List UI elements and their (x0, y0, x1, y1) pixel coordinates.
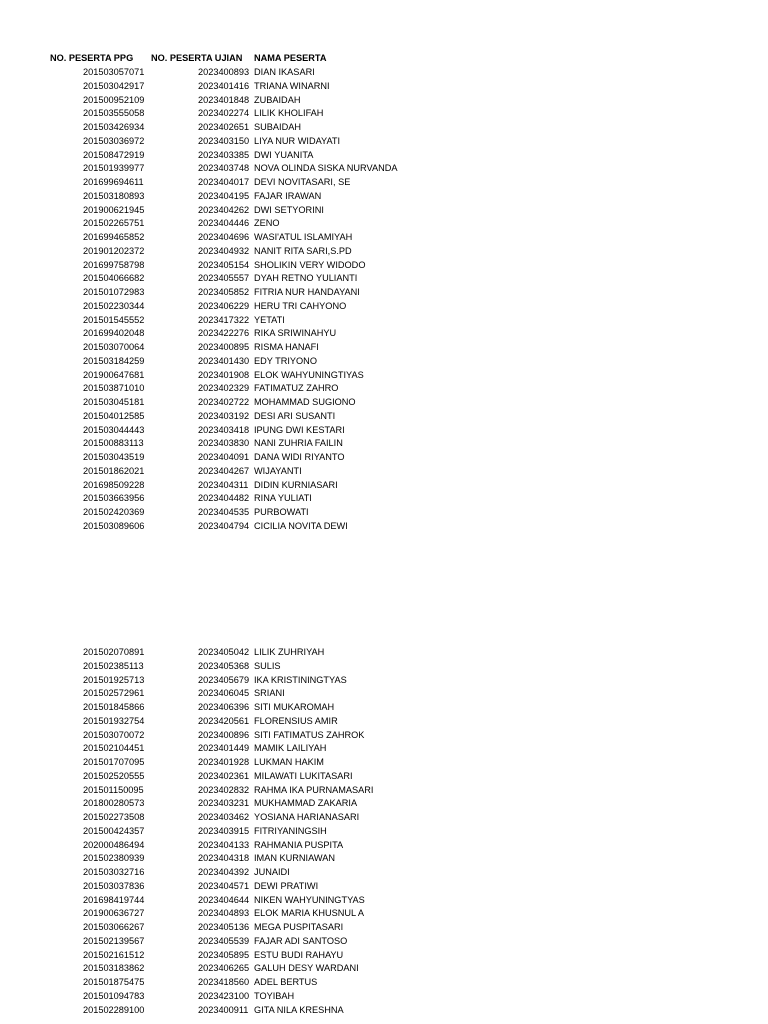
no-peserta-ujian-cell: 2023404893 (198, 908, 250, 919)
no-peserta-ppg-cell: 201503036972 (83, 135, 145, 146)
nama-peserta-cell: SRIANI (254, 688, 285, 699)
table-row (0, 396, 768, 410)
no-peserta-ppg-cell: 201503555058 (83, 108, 145, 119)
no-peserta-ujian-cell: 2023402361 (198, 770, 250, 781)
table-row (0, 921, 768, 935)
table-row (0, 811, 768, 825)
table-row (0, 492, 768, 506)
nama-peserta-cell: SITI MUKAROMAH (254, 702, 335, 712)
nama-peserta-cell: ELOK WAHYUNINGTIYAS (254, 369, 364, 380)
table-row (0, 976, 768, 990)
nama-peserta-cell: SULIS (254, 660, 281, 671)
no-peserta-ujian-cell: 2023405136 (198, 922, 250, 932)
nama-peserta-cell: FITRIYANINGSIH (254, 825, 327, 836)
no-peserta-ujian-cell: 2023418560 (198, 977, 250, 987)
no-peserta-ppg-cell: 201503042917 (83, 80, 145, 91)
nama-peserta-cell: DESI ARI SUSANTI (254, 410, 336, 421)
no-peserta-ujian-cell: 2023404794 (198, 520, 250, 531)
no-peserta-ujian-cell: 2023404267 (198, 465, 250, 476)
no-peserta-ppg-cell: 201500424357 (83, 825, 145, 836)
no-peserta-ujian-cell: 2023401848 (198, 94, 250, 105)
nama-peserta-cell: FLORENSIUS AMIR (254, 715, 338, 726)
no-peserta-ppg-cell: 201502104451 (83, 743, 145, 754)
no-peserta-ppg-cell: 201503032716 (83, 867, 145, 877)
no-peserta-ppg-cell: 201698509228 (83, 479, 145, 490)
nama-peserta-cell: ESTU BUDI RAHAYU (254, 949, 344, 960)
no-peserta-ujian-cell: 2023406396 (198, 702, 250, 712)
no-peserta-ppg-cell: 201503070072 (83, 729, 145, 740)
nama-peserta-cell: NOVA OLINDA SISKA NURVANDA (254, 163, 398, 174)
no-peserta-ppg-cell: 201503184259 (83, 355, 145, 366)
no-peserta-ujian-cell: 2023403462 (198, 812, 250, 822)
table-row (0, 314, 768, 328)
table-row (0, 797, 768, 811)
no-peserta-ujian-cell: 2023401908 (198, 369, 250, 380)
nama-peserta-cell: LUKMAN HAKIM (254, 757, 324, 767)
no-peserta-ppg-cell: 201501707095 (83, 757, 145, 767)
nama-peserta-cell: LILIK ZUHRIYAH (254, 647, 325, 657)
nama-peserta-cell: DWI SETYORINI (254, 204, 324, 215)
nama-peserta-cell: FAJAR ADI SANTOSO (254, 935, 348, 946)
table-row (0, 1004, 768, 1018)
no-peserta-ujian-cell: 2023405895 (198, 949, 250, 960)
no-peserta-ppg-cell: 201504012585 (83, 410, 145, 421)
no-peserta-ppg-cell: 201900636727 (83, 908, 145, 919)
nama-peserta-cell: RISMA HANAFI (254, 342, 319, 352)
nama-peserta-cell: MAMIK LAILIYAH (254, 743, 327, 754)
no-peserta-ppg-cell: 201503044443 (83, 424, 145, 435)
no-peserta-ujian-cell: 2023423100 (198, 990, 250, 1001)
nama-peserta-cell: DYAH RETNO YULIANTI (254, 273, 358, 284)
table-row (0, 949, 768, 963)
no-peserta-ujian-cell: 2023405539 (198, 935, 250, 946)
no-peserta-ppg-cell: 201699465852 (83, 232, 145, 242)
no-peserta-ujian-cell: 2023403418 (198, 424, 250, 435)
table-row (0, 990, 768, 1004)
no-peserta-ujian-cell: 2023404311 (198, 479, 249, 490)
table-row (0, 327, 768, 341)
no-peserta-ppg-cell: 201698419744 (83, 894, 145, 905)
no-peserta-ujian-cell: 2023403830 (198, 438, 250, 449)
table-row (0, 424, 768, 438)
table-row (0, 770, 768, 784)
table-row (0, 162, 768, 176)
no-peserta-ppg-cell: 201503089606 (83, 520, 145, 531)
no-peserta-ujian-cell: 2023417322 (198, 314, 250, 325)
no-peserta-ujian-cell: 2023420561 (198, 715, 250, 726)
table-row (0, 646, 768, 660)
table-row (0, 245, 768, 259)
no-peserta-ppg-cell: 201503871010 (83, 383, 145, 394)
table-row (0, 852, 768, 866)
no-peserta-ppg-cell: 201503066267 (83, 922, 145, 932)
no-peserta-ujian-cell: 2023401416 (198, 80, 250, 91)
nama-peserta-cell: MOHAMMAD SUGIONO (254, 397, 356, 407)
table-row (0, 839, 768, 853)
table-row (0, 217, 768, 231)
table-row (0, 66, 768, 80)
table-row (0, 410, 768, 424)
no-peserta-ujian-cell: 2023403192 (198, 410, 250, 421)
no-peserta-ujian-cell: 2023404392 (198, 867, 250, 877)
participant-list-block-2 (0, 646, 768, 1017)
table-row (0, 465, 768, 479)
no-peserta-ppg-cell: 201502289100 (83, 1004, 145, 1015)
no-peserta-ppg-cell: 201501072983 (83, 287, 145, 297)
table-row (0, 121, 768, 135)
no-peserta-ujian-cell: 2023402832 (198, 784, 250, 795)
no-peserta-ujian-cell: 2023405154 (198, 259, 250, 270)
table-row (0, 107, 768, 121)
table-row (0, 660, 768, 674)
nama-peserta-cell: SUBAIDAH (254, 122, 301, 132)
table-row (0, 479, 768, 493)
no-peserta-ppg-cell: 201501875475 (83, 977, 145, 987)
no-peserta-ppg-cell: 201502420369 (83, 507, 145, 517)
table-row (0, 674, 768, 688)
no-peserta-ppg-cell: 201501545552 (83, 314, 145, 325)
nama-peserta-cell: ELOK MARIA KHUSNUL A (254, 908, 364, 919)
nama-peserta-cell: NANIT RITA SARI,S.PD (254, 245, 352, 256)
no-peserta-ujian-cell: 2023405042 (198, 647, 250, 657)
nama-peserta-cell: NIKEN WAHYUNINGTYAS (254, 894, 365, 905)
no-peserta-ujian-cell: 2023404318 (198, 853, 250, 864)
no-peserta-ppg-cell: 201503043519 (83, 452, 145, 462)
table-row (0, 272, 768, 286)
no-peserta-ppg-cell: 201501845866 (83, 702, 145, 712)
nama-peserta-cell: JUNAIDI (254, 867, 290, 877)
table-row (0, 742, 768, 756)
no-peserta-ppg-cell: 201503180893 (83, 190, 145, 201)
nama-peserta-cell: RAHMA IKA PURNAMASARI (254, 784, 374, 795)
nama-peserta-cell: HERU TRI CAHYONO (254, 300, 347, 311)
no-peserta-ujian-cell: 2023406229 (198, 300, 250, 311)
nama-peserta-cell: RAHMANIA PUSPITA (254, 839, 344, 850)
no-peserta-ujian-cell: 2023405852 (198, 287, 250, 297)
no-peserta-ujian-cell: 2023403385 (198, 149, 250, 160)
table-row (0, 149, 768, 163)
table-row (0, 259, 768, 273)
no-peserta-ppg-cell: 201503070064 (83, 342, 145, 352)
table-header (0, 52, 768, 66)
table-row (0, 701, 768, 715)
table-row (0, 756, 768, 770)
nama-peserta-cell: IPUNG DWI KESTARI (254, 424, 345, 435)
nama-peserta-cell: YETATI (254, 314, 285, 325)
no-peserta-ppg-cell: 201502572961 (83, 688, 145, 699)
header-no-peserta-ujian: NO. PESERTA UJIAN (151, 53, 243, 63)
nama-peserta-cell: TOYIBAH (254, 990, 295, 1001)
nama-peserta-cell: ADEL BERTUS (254, 977, 318, 987)
nama-peserta-cell: GALUH DESY WARDANI (254, 963, 359, 974)
nama-peserta-cell: IKA KRISTININGTYAS (254, 674, 347, 685)
nama-peserta-cell: ZUBAIDAH (254, 94, 301, 105)
no-peserta-ujian-cell: 2023400911 (198, 1004, 249, 1015)
no-peserta-ppg-cell: 201502070891 (83, 647, 145, 657)
no-peserta-ppg-cell: 201500952109 (83, 94, 145, 105)
table-row (0, 451, 768, 465)
no-peserta-ppg-cell: 201800280573 (83, 798, 145, 809)
no-peserta-ppg-cell: 201502385113 (83, 660, 144, 671)
no-peserta-ppg-cell: 201501862021 (83, 465, 145, 476)
no-peserta-ppg-cell: 201500883113 (83, 438, 144, 449)
no-peserta-ujian-cell: 2023404571 (198, 880, 250, 891)
no-peserta-ujian-cell: 2023404133 (198, 839, 250, 850)
no-peserta-ujian-cell: 2023404535 (198, 507, 250, 517)
no-peserta-ppg-cell: 201504066682 (83, 273, 145, 284)
nama-peserta-cell: FATIMATUZ ZAHRO (254, 383, 339, 394)
no-peserta-ppg-cell: 202000486494 (83, 839, 145, 850)
table-row (0, 962, 768, 976)
nama-peserta-cell: LIYA NUR WIDAYATI (254, 135, 341, 146)
header-nama-peserta: NAMA PESERTA (254, 53, 327, 63)
nama-peserta-cell: DIAN IKASARI (254, 67, 315, 77)
nama-peserta-cell: DEVI NOVITASARI, SE (254, 177, 351, 187)
table-row (0, 80, 768, 94)
header-no-peserta-ppg: NO. PESERTA PPG (50, 53, 134, 63)
nama-peserta-cell: ZENO (254, 218, 280, 229)
no-peserta-ppg-cell: 201503183862 (83, 963, 145, 974)
nama-peserta-cell: RIKA SRIWINAHYU (254, 328, 337, 339)
table-row (0, 355, 768, 369)
no-peserta-ppg-cell: 201502161512 (83, 949, 145, 960)
no-peserta-ujian-cell: 2023404644 (198, 894, 250, 905)
nama-peserta-cell: MUKHAMMAD ZAKARIA (254, 798, 358, 809)
no-peserta-ppg-cell: 201502273508 (83, 812, 145, 822)
nama-peserta-cell: DANA WIDI RIYANTO (254, 452, 345, 462)
table-row (0, 94, 768, 108)
nama-peserta-cell: RINA YULIATI (254, 493, 312, 504)
no-peserta-ppg-cell: 201699758798 (83, 259, 145, 270)
table-row (0, 894, 768, 908)
no-peserta-ujian-cell: 2023402722 (198, 397, 250, 407)
participant-list-block-1 (0, 66, 768, 534)
no-peserta-ppg-cell: 201503426934 (83, 122, 145, 132)
no-peserta-ujian-cell: 2023402651 (198, 122, 250, 132)
table-row (0, 520, 768, 534)
no-peserta-ujian-cell: 2023404932 (198, 245, 250, 256)
no-peserta-ujian-cell: 2023403915 (198, 825, 250, 836)
nama-peserta-cell: DEWI PRATIWI (254, 880, 319, 891)
table-row (0, 286, 768, 300)
no-peserta-ppg-cell: 201501150095 (83, 784, 144, 795)
table-row (0, 506, 768, 520)
table-row (0, 382, 768, 396)
nama-peserta-cell: GITA NILA KRESHNA (254, 1004, 344, 1015)
table-row (0, 866, 768, 880)
nama-peserta-cell: YOSIANA HARIANASARI (254, 812, 360, 822)
table-row (0, 784, 768, 798)
no-peserta-ujian-cell: 2023406045 (198, 688, 250, 699)
no-peserta-ppg-cell: 201699402048 (83, 328, 145, 339)
table-row (0, 204, 768, 218)
nama-peserta-cell: DWI YUANITA (254, 149, 314, 160)
no-peserta-ppg-cell: 201900621945 (83, 204, 145, 215)
no-peserta-ppg-cell: 201501925713 (83, 674, 145, 685)
nama-peserta-cell: MEGA PUSPITASARI (254, 922, 344, 932)
no-peserta-ujian-cell: 2023403150 (198, 135, 250, 146)
no-peserta-ujian-cell: 2023404262 (198, 204, 250, 215)
no-peserta-ujian-cell: 2023403748 (198, 163, 250, 174)
nama-peserta-cell: NANI ZUHRIA FAILIN (254, 438, 343, 449)
no-peserta-ppg-cell: 201503057071 (83, 67, 145, 77)
no-peserta-ujian-cell: 2023401430 (198, 355, 250, 366)
table-row (0, 135, 768, 149)
no-peserta-ppg-cell: 201501939977 (83, 163, 145, 174)
no-peserta-ppg-cell: 201508472919 (83, 149, 145, 160)
nama-peserta-cell: TRIANA WINARNI (254, 80, 330, 91)
table-row (0, 935, 768, 949)
no-peserta-ujian-cell: 2023404017 (198, 177, 250, 187)
nama-peserta-cell: PURBOWATI (254, 507, 309, 517)
no-peserta-ppg-cell: 201900647681 (83, 369, 145, 380)
no-peserta-ujian-cell: 2023404091 (198, 452, 250, 462)
no-peserta-ppg-cell: 201502139567 (83, 935, 145, 946)
no-peserta-ujian-cell: 2023400896 (198, 729, 250, 740)
nama-peserta-cell: LILIK KHOLIFAH (254, 108, 324, 119)
no-peserta-ujian-cell: 2023404696 (198, 232, 250, 242)
table-row (0, 687, 768, 701)
no-peserta-ujian-cell: 2023401928 (198, 757, 250, 767)
no-peserta-ujian-cell: 2023402329 (198, 383, 250, 394)
no-peserta-ujian-cell: 2023403231 (198, 798, 250, 809)
no-peserta-ujian-cell: 2023402274 (198, 108, 250, 119)
no-peserta-ujian-cell: 2023400893 (198, 67, 250, 77)
nama-peserta-cell: IMAN KURNIAWAN (254, 853, 335, 864)
table-row (0, 825, 768, 839)
no-peserta-ppg-cell: 201699694611 (83, 177, 144, 187)
no-peserta-ppg-cell: 201502520555 (83, 770, 145, 781)
nama-peserta-cell: WASI'ATUL ISLAMIYAH (254, 232, 353, 242)
no-peserta-ujian-cell: 2023404195 (198, 190, 250, 201)
no-peserta-ujian-cell: 2023406265 (198, 963, 250, 974)
no-peserta-ppg-cell: 201502265751 (83, 218, 145, 229)
nama-peserta-cell: FAJAR IRAWAN (254, 190, 322, 201)
no-peserta-ppg-cell: 201503045181 (83, 397, 145, 407)
table-row (0, 880, 768, 894)
table-row (0, 437, 768, 451)
table-row (0, 715, 768, 729)
no-peserta-ujian-cell: 2023422276 (198, 328, 250, 339)
no-peserta-ppg-cell: 201502230344 (83, 300, 145, 311)
no-peserta-ujian-cell: 2023405368 (198, 660, 250, 671)
no-peserta-ppg-cell: 201501094783 (83, 990, 145, 1001)
no-peserta-ujian-cell: 2023401449 (198, 743, 250, 754)
table-row (0, 369, 768, 383)
nama-peserta-cell: DIDIN KURNIASARI (254, 479, 338, 490)
no-peserta-ppg-cell: 201501932754 (83, 715, 145, 726)
nama-peserta-cell: WIJAYANTI (254, 465, 302, 476)
no-peserta-ujian-cell: 2023405557 (198, 273, 250, 284)
table-row (0, 190, 768, 204)
no-peserta-ujian-cell: 2023404482 (198, 493, 250, 504)
nama-peserta-cell: MILAWATI LUKITASARI (254, 770, 353, 781)
no-peserta-ujian-cell: 2023400895 (198, 342, 250, 352)
no-peserta-ppg-cell: 201901202372 (83, 245, 145, 256)
table-row (0, 176, 768, 190)
table-row (0, 907, 768, 921)
nama-peserta-cell: FITRIA NUR HANDAYANI (254, 287, 360, 297)
table-row (0, 341, 768, 355)
table-row (0, 231, 768, 245)
nama-peserta-cell: EDY TRIYONO (254, 355, 317, 366)
no-peserta-ppg-cell: 201502380939 (83, 853, 145, 864)
nama-peserta-cell: CICILIA NOVITA DEWI (254, 520, 348, 531)
no-peserta-ujian-cell: 2023405679 (198, 674, 250, 685)
table-row (0, 729, 768, 743)
no-peserta-ppg-cell: 201503663956 (83, 493, 145, 504)
no-peserta-ujian-cell: 2023404446 (198, 218, 250, 229)
table-row (0, 300, 768, 314)
no-peserta-ppg-cell: 201503037836 (83, 880, 145, 891)
nama-peserta-cell: SHOLIKIN VERY WIDODO (254, 259, 366, 270)
nama-peserta-cell: SITI FATIMATUS ZAHROK (254, 729, 365, 740)
